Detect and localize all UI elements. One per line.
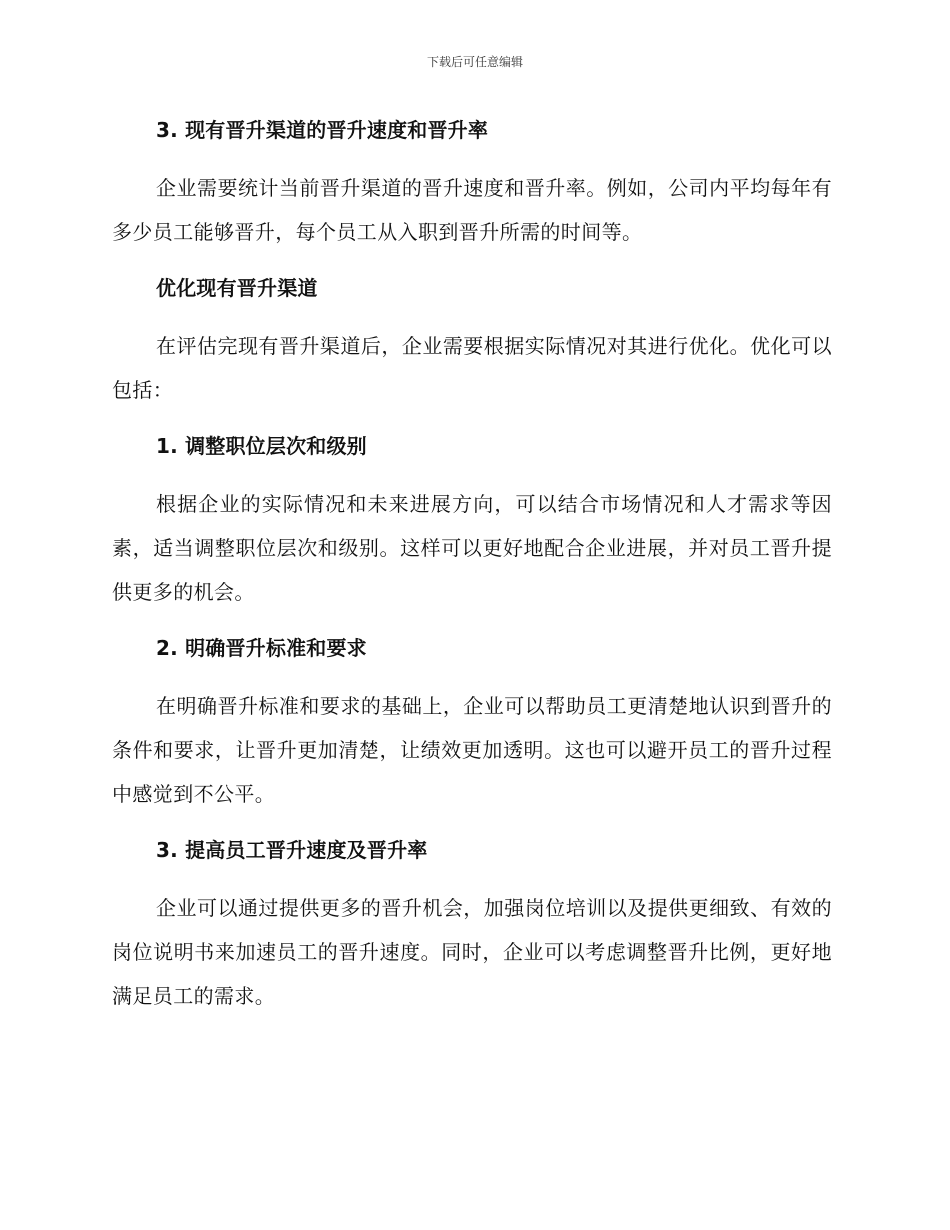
section-heading: 优化现有晋升渠道 bbox=[156, 276, 318, 300]
document-body bbox=[112, 112, 832, 1018]
section-heading: 3. 现有晋升渠道的晋升速度和晋升率 bbox=[156, 118, 489, 142]
section-heading: 3. 提高员工晋升速度及晋升率 bbox=[156, 838, 428, 862]
section-heading: 1. 调整职位层次和级别 bbox=[156, 434, 367, 458]
section-paragraph: 企业需要统计当前晋升渠道的晋升速度和晋升率。例如，公司内平均每年有多少员工能够晋升，每个员工从入职到晋升所需的时间等。 bbox=[112, 176, 832, 244]
section-heading: 2. 明确晋升标准和要求 bbox=[156, 636, 367, 660]
section-paragraph: 在评估完现有晋升渠道后，企业需要根据实际情况对其进行优化。优化可以包括： bbox=[112, 334, 832, 402]
section-paragraph: 根据企业的实际情况和未来进展方向，可以结合市场情况和人才需求等因素，适当调整职位层次和级别。这样可以更好地配合企业进展，并对员工晋升提供更多的机会。 bbox=[112, 492, 832, 604]
header-note: 下载后可任意编辑 bbox=[426, 55, 523, 69]
section-paragraph: 企业可以通过提供更多的晋升机会，加强岗位培训以及提供更细致、有效的岗位说明书来加速员工的晋升速度。同时，企业可以考虑调整晋升比例，更好地满足员工的需求。 bbox=[112, 896, 832, 1008]
section-paragraph: 在明确晋升标准和要求的基础上，企业可以帮助员工更清楚地认识到晋升的条件和要求，让晋升更加清楚，让绩效更加透明。这也可以避开员工的晋升过程中感觉到不公平。 bbox=[112, 694, 832, 806]
